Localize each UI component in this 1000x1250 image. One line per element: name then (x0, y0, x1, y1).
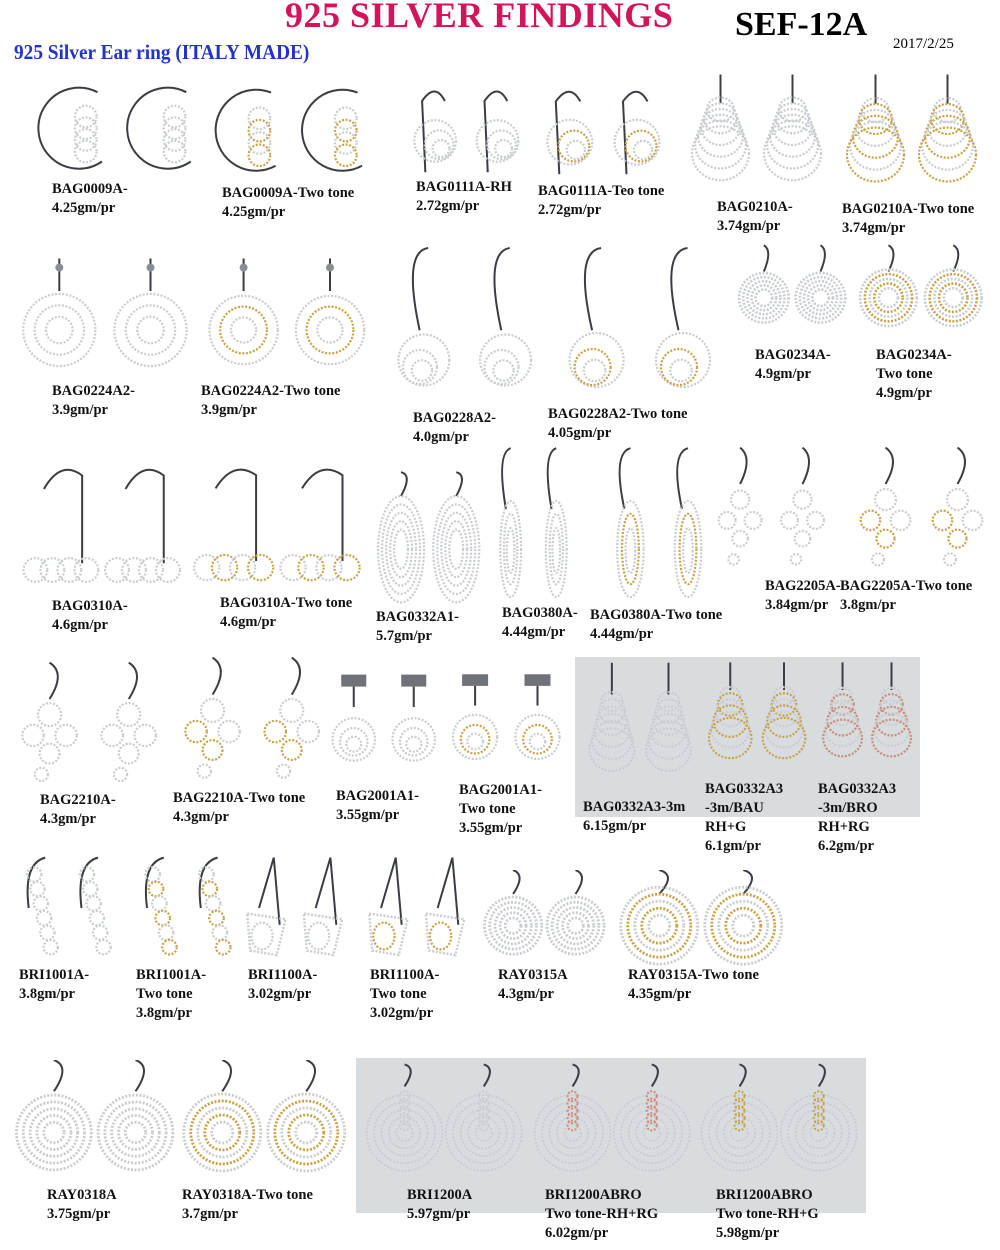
product-weight: 4.9gm/pr (755, 366, 811, 382)
product-code: Two tone (136, 986, 193, 1002)
product-caption (548, 405, 688, 443)
earring-pair-image (360, 1062, 525, 1184)
product-weight: 4.44gm/pr (590, 626, 654, 642)
product-weight: 3.02gm/pr (248, 986, 312, 1002)
product-caption (220, 594, 352, 632)
product-weight: 6.02gm/pr (545, 1225, 609, 1241)
product-code: BRI1001A- (19, 967, 90, 983)
earring-pair-image (200, 85, 380, 180)
product-code: RAY0315A (498, 967, 568, 983)
product-code: Two tone (459, 801, 516, 817)
product-caption (416, 178, 512, 216)
product-caption (248, 966, 317, 1004)
product-weight: 4.05gm/pr (548, 425, 612, 441)
product-caption (173, 789, 305, 827)
earring-pair-image (320, 665, 445, 785)
product-weight: 5.97gm/pr (407, 1206, 471, 1222)
product-weight: 4.6gm/pr (52, 617, 108, 633)
product-caption (717, 198, 793, 236)
catalog-date: 2017/2/25 (893, 36, 954, 52)
product-code: BRI1100A- (370, 967, 440, 983)
product-caption (222, 184, 354, 222)
product-caption (538, 182, 664, 220)
earring-pair-image (5, 660, 170, 790)
product-caption (716, 1186, 819, 1243)
product-code: BRI1001A- (136, 967, 207, 983)
product-code: BAG2001A1- (336, 788, 419, 804)
product-weight: 4.0gm/pr (413, 429, 469, 445)
earring-pair-image (845, 445, 995, 575)
product-weight: 3.55gm/pr (459, 820, 523, 836)
product-code: BAG2210A-Two tone (173, 790, 306, 806)
product-code: BAG0210A- (717, 199, 793, 215)
product-weight: 5.98gm/pr (716, 1225, 780, 1241)
product-code: BAG0332A3 (705, 781, 784, 797)
earring-pair-image (705, 445, 835, 575)
product-code: BRI1200ABRO (545, 1187, 642, 1203)
product-code: -3m/BAU (705, 800, 764, 816)
earring-pair-image (8, 252, 198, 382)
earring-pair-image (580, 660, 698, 798)
earring-pair-image (532, 82, 672, 179)
product-code: BAG0234A- (755, 347, 831, 363)
product-weight: 3.8gm/pr (136, 1005, 192, 1021)
product-caption (136, 966, 206, 1023)
product-code: BAG0210A-Two tone (842, 201, 975, 217)
product-code: BAG0332A3-3m (583, 799, 686, 815)
product-caption (818, 780, 896, 856)
earring-pair-image (680, 72, 830, 197)
product-code: BAG0380A- (502, 605, 578, 621)
product-caption (876, 346, 952, 403)
product-code: RAY0318A-Two tone (182, 1187, 313, 1203)
product-caption (370, 966, 439, 1023)
product-weight: 4.3gm/pr (173, 809, 229, 825)
product-caption (498, 966, 568, 1004)
product-caption (840, 577, 972, 615)
product-caption (336, 787, 419, 825)
earring-pair-image (478, 870, 608, 966)
product-code: BAG0310A- (52, 598, 128, 614)
product-caption (52, 597, 128, 635)
product-code: Two tone (876, 366, 933, 382)
product-caption (182, 1186, 313, 1224)
product-code: RH+RG (818, 819, 870, 835)
product-weight: 3.02gm/pr (370, 1005, 434, 1021)
earring-pair-image (236, 852, 354, 964)
product-code: BAG0111A-Teo tone (538, 183, 665, 199)
earring-pair-image (10, 852, 120, 964)
product-caption (201, 382, 341, 420)
product-code: RAY0315A-Two tone (628, 967, 759, 983)
product-code: BAG2001A1- (459, 782, 542, 798)
earring-pair-image (185, 462, 365, 594)
product-code: BAG0224A2- (52, 383, 135, 399)
product-caption (52, 180, 128, 218)
catalog-subtitle: 925 Silver Ear ring (ITALY MADE) (14, 40, 310, 64)
product-caption (755, 346, 831, 384)
product-weight: 4.6gm/pr (220, 614, 276, 630)
product-code: BAG0224A2-Two tone (201, 383, 341, 399)
product-code: RAY0318A (47, 1187, 117, 1203)
product-weight: 3.84gm/pr (765, 597, 829, 613)
product-code: BAG0009A-Two tone (222, 185, 355, 201)
earring-pair-image (695, 1062, 860, 1184)
product-code: Two tone-RH+RG (545, 1206, 659, 1222)
product-code: BAG2205A- (765, 578, 841, 594)
product-caption (459, 781, 542, 838)
earring-pair-image (700, 660, 812, 780)
product-code: BAG2205A-Two tone (840, 578, 973, 594)
product-code: BAG0228A2-Two tone (548, 406, 688, 422)
product-caption (590, 606, 722, 644)
earring-pair-image (598, 445, 718, 605)
product-code: BAG0234A- (876, 347, 952, 363)
product-weight: 3.75gm/pr (47, 1206, 111, 1222)
product-weight: 4.9gm/pr (876, 385, 932, 401)
earring-pair-image (815, 660, 917, 780)
earring-pair-image (612, 870, 787, 966)
product-code: BRI1100A- (248, 967, 318, 983)
product-code: Two tone-RH+G (716, 1206, 819, 1222)
product-weight: 3.74gm/pr (842, 220, 906, 236)
earring-pair-image (732, 240, 850, 345)
product-code: BRI1200ABRO (716, 1187, 813, 1203)
product-caption (376, 608, 459, 646)
product-code: BRI1200A (407, 1187, 473, 1203)
product-weight: 6.15gm/pr (583, 818, 647, 834)
product-weight: 3.74gm/pr (717, 218, 781, 234)
product-weight: 4.25gm/pr (52, 200, 116, 216)
product-caption (842, 200, 974, 238)
product-code: BAG0228A2- (413, 410, 496, 426)
product-code: BAG0332A1- (376, 609, 459, 625)
product-caption (407, 1186, 472, 1224)
page-title: 925 SILVER FINDINGS (285, 0, 674, 35)
product-code: BAG0111A-RH (416, 179, 512, 195)
product-caption (47, 1186, 117, 1224)
product-caption (19, 966, 89, 1004)
product-code: BAG0380A-Two tone (590, 607, 723, 623)
earring-pair-image (175, 1060, 350, 1185)
product-caption (413, 409, 496, 447)
product-weight: 2.72gm/pr (538, 202, 602, 218)
product-caption (628, 966, 759, 1004)
product-code: BAG0310A-Two tone (220, 595, 353, 611)
earring-pair-image (8, 1060, 178, 1185)
product-weight: 3.8gm/pr (19, 986, 75, 1002)
product-caption (40, 791, 116, 829)
earring-pair-image (378, 234, 548, 409)
earring-pair-image (835, 72, 985, 199)
product-caption (705, 780, 783, 856)
earring-pair-image (548, 234, 728, 409)
product-code: BAG0332A3 (818, 781, 897, 797)
earring-pair-image (168, 655, 333, 787)
product-weight: 4.25gm/pr (222, 204, 286, 220)
product-weight: 6.1gm/pr (705, 838, 761, 854)
product-weight: 3.9gm/pr (201, 402, 257, 418)
product-code: BAG2210A- (40, 792, 116, 808)
earring-pair-image (440, 665, 570, 781)
earring-pair-image (400, 82, 530, 177)
product-weight: 3.8gm/pr (840, 597, 896, 613)
earring-pair-image (358, 852, 476, 964)
product-code: Two tone (370, 986, 427, 1002)
product-code: -3m/BRO (818, 800, 878, 816)
product-weight: 4.3gm/pr (498, 986, 554, 1002)
product-weight: 4.3gm/pr (40, 811, 96, 827)
catalog-code: SEF-12A (735, 6, 868, 43)
earring-pair-image (528, 1062, 693, 1184)
product-caption (502, 604, 578, 642)
product-caption (545, 1186, 658, 1243)
product-code: RH+G (705, 819, 747, 835)
earring-pair-image (195, 252, 375, 382)
product-caption (765, 577, 841, 615)
earring-pair-image (128, 852, 240, 964)
earring-pair-image (25, 85, 210, 175)
product-weight: 3.55gm/pr (336, 807, 400, 823)
product-weight: 3.7gm/pr (182, 1206, 238, 1222)
product-code: BAG0009A- (52, 181, 128, 197)
product-weight: 3.9gm/pr (52, 402, 108, 418)
product-weight: 4.35gm/pr (628, 986, 692, 1002)
product-weight: 4.44gm/pr (502, 624, 566, 640)
product-caption (52, 382, 135, 420)
product-weight: 2.72gm/pr (416, 198, 480, 214)
product-weight: 6.2gm/pr (818, 838, 874, 854)
earring-pair-image (852, 240, 987, 345)
earring-pair-image (485, 445, 580, 605)
product-caption (583, 798, 685, 836)
earring-pair-image (370, 468, 485, 608)
earring-pair-image (15, 462, 185, 597)
product-weight: 5.7gm/pr (376, 628, 432, 644)
